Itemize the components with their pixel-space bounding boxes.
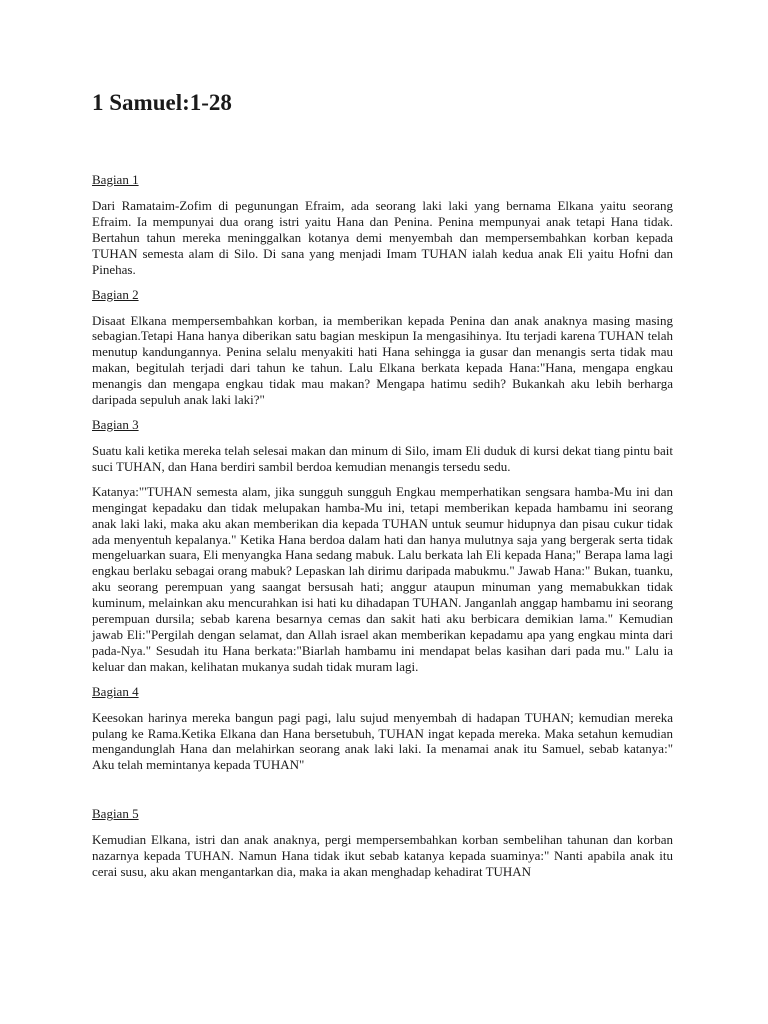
document-page [92, 88, 673, 889]
section-2 [92, 287, 673, 408]
section-5 [92, 806, 673, 880]
section-1 [92, 172, 673, 278]
paragraph: Keesokan harinya mereka bangun pagi pagi, lalu sujud menyembah di hadapan TUHAN; kemudian mereka pulang ke Rama.Ketika Elkana dan Hana bersetubuh, TUHAN ingat kepada mereka. Maka setahun kemudian mengandunglah Hana dan melahirkan seorang anak laki laki. Ia menamai anak itu Samuel, sebab katanya:" Aku telah memintanya kepada TUHAN" [92, 709, 673, 773]
section-heading: Bagian 4 [92, 683, 139, 699]
section-4 [92, 684, 673, 774]
section-heading: Bagian 1 [92, 172, 139, 187]
section-3 [92, 417, 673, 675]
paragraph: Katanya:"'TUHAN semesta alam, jika sungguh sungguh Engkau memperhatikan sengsara hamba-Mu ini dan mengingat kepadaku dan tidak melupakan hamba-Mu ini, tetapi memberikan kepada hambamu ini seorang anak laki laki, maka aku akan memberikan dia kepada TUHAN untuk seumur hidupnya dan pisau cukur tidak ada menyentuh kepalanya." Ketika Hana berdoa dalam hati dan hanya mulutnya saja yang bergerak serta tidak mengeluarkan suara, Eli menyangka Hana sedang mabuk. Lalu berkata lah Eli kepada Hana;" Berapa lama lagi engkau berlaku sebagai orang mabuk? Lepaskan lah dirimu daripada mabukmu." Jawab Hana:" Bukan, tuanku, aku seorang perempuan yang saangat bersusah hati; anggur ataupun minuman yang memabukkan tidak kuminum, melainkan aku mencurahkan isi hati ku dihadapan TUHAN. Janganlah anggap hambamu ini seorang perempuan dursila; sebab karena besarnya cemas dan sakit hati aku berbicara demikian lama." Kemudian jawab Eli:"Pergilah dengan selamat, dan Allah israel akan memberikan kepadamu apa yang engkau minta dari pada-Nya." Sesudah itu Hana berkata:"Biarlah hambamu ini mendapat belas kasihan dari pada mu." Lalu ia keluar dan makan, kelihatan mukanya sudah tidak muram lagi. [92, 483, 673, 674]
section-heading: Bagian 5 [92, 806, 139, 822]
section-heading: Bagian 3 [92, 416, 139, 432]
paragraph: Dari Ramataim-Zofim di pegunungan Efraim, ada seorang laki laki yang bernama Elkana yaitu seorang Efraim. Ia mempunyai dua orang istri yaitu Hana dan Penina. Penina mempunyai anak tetapi Hana tidak. Bertahun tahun mereka meninggalkan kotanya demi menyembah dan mempersembahkan korban kepada TUHAN semesta alam di Silo. Di sana yang menjadi Imam TUHAN ialah kedua anak Eli yaitu Hofni dan Pinehas. [92, 198, 673, 277]
document-title: 1 Samuel:1-28 [92, 90, 232, 115]
paragraph: Kemudian Elkana, istri dan anak anaknya, pergi mempersembahkan korban sembelihan tahunan dan korban nazarnya kepada TUHAN. Namun Hana tidak ikut sebab katanya kepada suaminya:" Nanti apabila anak itu cerai susu, aku akan mengantarkan dia, maka ia akan menghadap kehadirat TUHAN [92, 832, 673, 880]
section-heading: Bagian 2 [92, 286, 139, 302]
paragraph: Suatu kali ketika mereka telah selesai makan dan minum di Silo, imam Eli duduk di kursi dekat tiang pintu bait suci TUHAN, dan Hana berdiri sambil berdoa kemudian menangis tersedu sedu. [92, 442, 673, 474]
paragraph: Disaat Elkana mempersembahkan korban, ia memberikan kepada Penina dan anak anaknya masing masing sebagian.Tetapi Hana hanya diberikan satu bagian meskipun Ia mengasihinya. Itu terjadi karena TUHAN telah menutup kandungannya. Penina selalu menyakiti hati Hana sehingga ia gusar dan menangis serta tidak mau makan, begitulah terjadi dari tahun ke tahun. Lalu Elkana berkata kepada Hana:"Hana, mengapa engkau menangis dan mengapa engkau tidak mau makan? Mengapa hatimu sedih? Bukankah aku lebih berharga daripada sepuluh anak laki laki?" [92, 312, 673, 408]
